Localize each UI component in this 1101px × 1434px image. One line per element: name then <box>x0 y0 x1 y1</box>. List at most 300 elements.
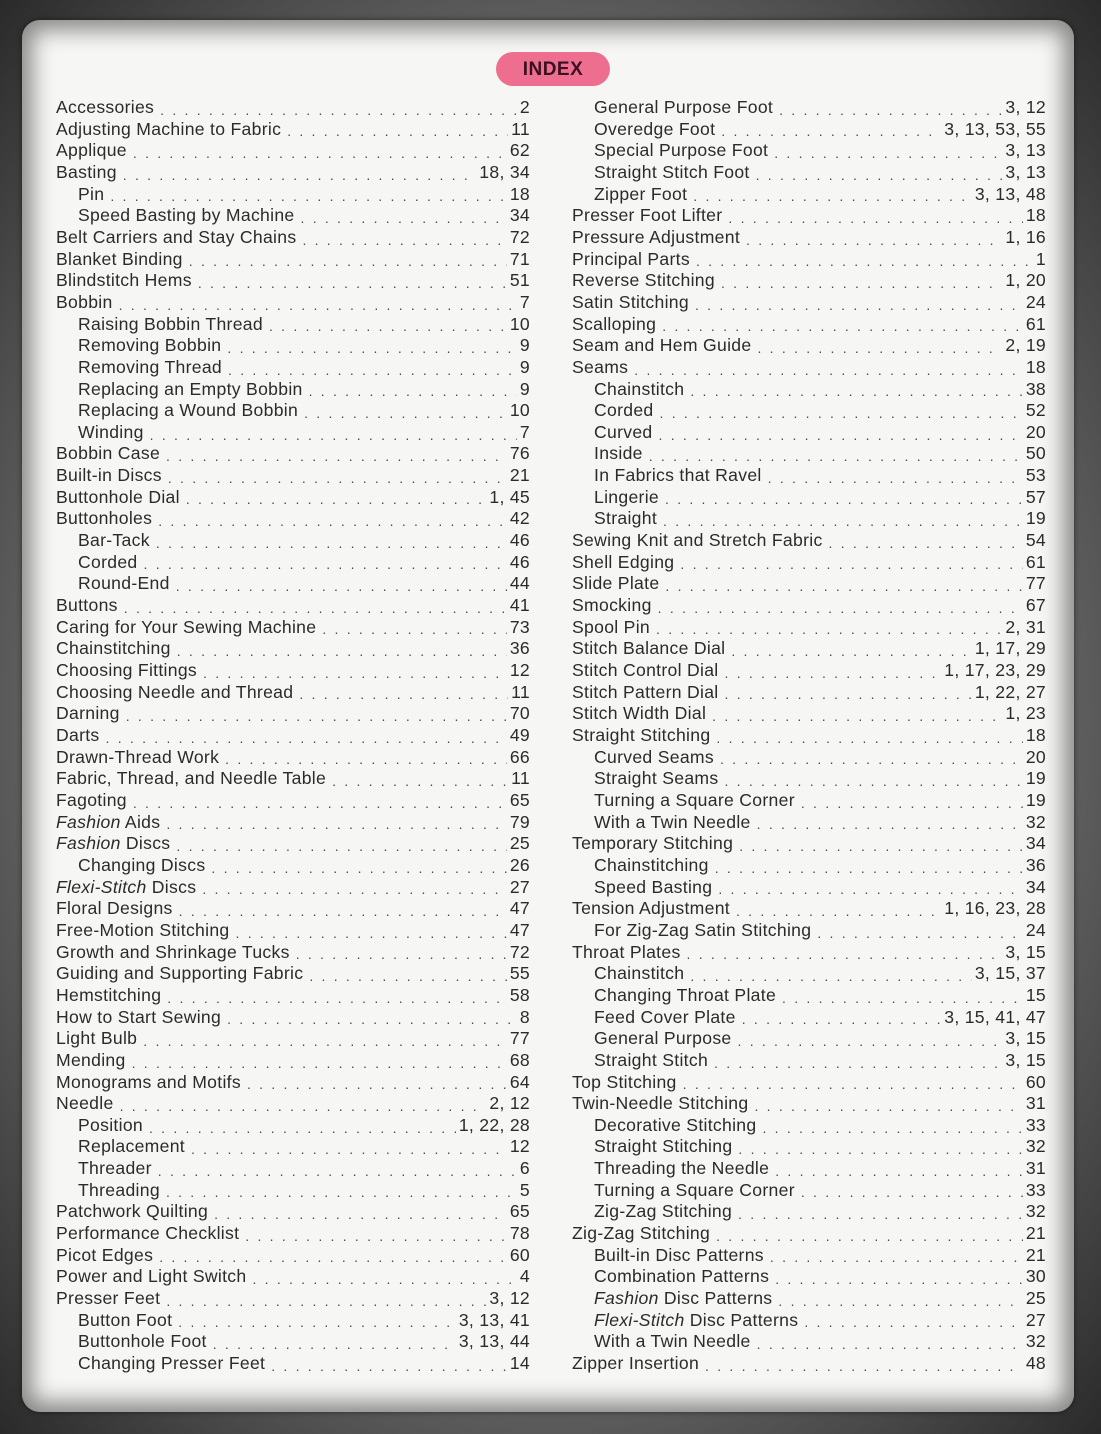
dot-leader <box>715 860 1023 877</box>
entry-term: Satin Stitching <box>572 291 689 312</box>
entry-pages: 78 <box>509 1223 530 1244</box>
index-subentry <box>56 552 530 574</box>
index-entry <box>56 898 530 920</box>
entry-term: Chainstitch <box>594 963 685 984</box>
entry-term: Built-in Discs <box>56 465 162 486</box>
entry-pages: 36 <box>509 638 530 659</box>
entry-pages: 32 <box>1025 1201 1046 1222</box>
index-entry <box>56 465 530 487</box>
index-entry <box>56 638 530 660</box>
entry-term: Straight Stitch Foot <box>594 161 750 182</box>
entry-term: Corded <box>78 551 138 572</box>
entry-pages: 34 <box>1025 833 1046 854</box>
entry-term: Raising Bobbin Thread <box>78 313 263 334</box>
entry-term-rest: Discs <box>146 876 197 897</box>
entry-pages: 42 <box>509 508 530 529</box>
entry-term-italic: Fashion <box>594 1288 659 1309</box>
dot-leader <box>662 318 1023 335</box>
dot-leader <box>156 535 507 552</box>
entry-term: Monograms and Motifs <box>56 1071 241 1092</box>
dot-leader <box>804 1314 1023 1331</box>
entry-pages: 10 <box>509 313 530 334</box>
entry-term-rest: Discs <box>120 833 171 854</box>
index-subentry <box>572 1201 1046 1223</box>
dot-leader <box>202 881 507 898</box>
entry-pages: 19 <box>1025 508 1046 529</box>
dot-leader <box>721 275 1002 292</box>
entry-pages: 60 <box>509 1244 530 1265</box>
dot-leader <box>166 1293 486 1310</box>
entry-term: Top Stitching <box>572 1071 677 1092</box>
entry-pages: 32 <box>1025 1331 1046 1352</box>
index-entry <box>572 1223 1046 1245</box>
entry-pages: 12 <box>509 1136 530 1157</box>
index-entry <box>572 314 1046 336</box>
index-entry <box>56 725 530 747</box>
dot-leader <box>132 1055 507 1072</box>
dot-leader <box>178 1314 456 1331</box>
dot-leader <box>225 751 507 768</box>
entry-term: Patchwork Quilting <box>56 1201 209 1222</box>
entry-pages: 12 <box>509 660 530 681</box>
entry-pages: 15 <box>1025 984 1046 1005</box>
index-entry <box>572 725 1046 747</box>
dot-leader <box>801 1184 1023 1201</box>
entry-term: Stitch Balance Dial <box>572 638 726 659</box>
dot-leader <box>817 925 1022 942</box>
entry-pages: 62 <box>509 140 530 161</box>
index-subentry <box>572 508 1046 530</box>
entry-term-rest: Disc Patterns <box>684 1309 799 1330</box>
entry-term: Special Purpose Foot <box>594 140 769 161</box>
dot-leader <box>126 708 507 725</box>
entry-term: Zig-Zag Stitching <box>572 1223 711 1244</box>
entry-term: Changing Presser Feet <box>78 1353 266 1374</box>
entry-term: With a Twin Needle <box>594 1331 751 1352</box>
index-subentry <box>572 877 1046 899</box>
entry-pages: 57 <box>1025 486 1046 507</box>
entry-pages: 3, 13 <box>1005 161 1046 182</box>
index-subentry <box>572 1266 1046 1288</box>
index-subentry <box>572 790 1046 812</box>
dot-leader <box>738 1141 1022 1158</box>
dot-leader <box>775 1163 1023 1180</box>
entry-term: Seams <box>572 356 629 377</box>
index-subentry <box>572 379 1046 401</box>
entry-term: Applique <box>56 140 127 161</box>
entry-pages: 47 <box>509 898 530 919</box>
index-entry <box>56 119 530 141</box>
entry-pages: 55 <box>509 963 530 984</box>
dot-leader <box>198 275 507 292</box>
dot-leader <box>754 1098 1022 1115</box>
dot-leader <box>150 427 517 444</box>
dot-leader <box>159 1249 507 1266</box>
entry-term: Principal Parts <box>572 248 690 269</box>
dot-leader <box>757 816 1023 833</box>
entry-term: Curved <box>594 421 653 442</box>
index-entry <box>572 1072 1046 1094</box>
index-entry <box>572 292 1046 314</box>
index-entry <box>572 617 1046 639</box>
entry-pages: 3, 13, 48 <box>974 183 1046 204</box>
dot-leader <box>696 253 1033 270</box>
index-subentry <box>572 1028 1046 1050</box>
dot-leader <box>168 470 507 487</box>
entry-term: Needle <box>56 1093 114 1114</box>
dot-leader <box>302 232 506 249</box>
entry-pages: 66 <box>509 746 530 767</box>
entry-term: Bobbin <box>56 291 113 312</box>
index-entry <box>56 703 530 725</box>
index-subentry <box>56 530 530 552</box>
entry-pages: 61 <box>1025 551 1046 572</box>
entry-term: Buttonhole Dial <box>56 486 180 507</box>
entry-term: Drawn-Thread Work <box>56 746 220 767</box>
entry-pages: 7 <box>519 421 530 442</box>
index-entry <box>56 162 530 184</box>
index-entry <box>56 508 530 530</box>
entry-pages: 3, 13, 41 <box>458 1309 530 1330</box>
dot-leader <box>774 145 1002 162</box>
entry-term: Curved Seams <box>594 746 714 767</box>
index-entry <box>56 617 530 639</box>
entry-term: Combination Patterns <box>594 1266 770 1287</box>
entry-term: Replacing an Empty Bobbin <box>78 378 303 399</box>
index-subentry <box>56 1331 530 1353</box>
entry-term: Round-End <box>78 573 170 594</box>
entry-term: Chainstitching <box>594 854 709 875</box>
entry-pages: 11 <box>511 681 530 702</box>
entry-pages: 25 <box>1025 1288 1046 1309</box>
entry-pages: 33 <box>1025 1114 1046 1135</box>
dot-leader <box>728 210 1022 227</box>
entry-pages: 21 <box>1025 1223 1046 1244</box>
entry-pages: 5 <box>519 1179 530 1200</box>
index-subentry <box>56 1353 530 1375</box>
entry-pages: 2, 12 <box>489 1093 530 1114</box>
entry-term: Turning a Square Corner <box>594 1179 795 1200</box>
entry-pages: 72 <box>509 941 530 962</box>
entry-pages: 52 <box>1025 400 1046 421</box>
index-entry <box>572 357 1046 379</box>
entry-pages: 11 <box>511 768 530 789</box>
index-entry <box>572 942 1046 964</box>
index-subentry <box>572 747 1046 769</box>
dot-leader <box>166 448 507 465</box>
dot-leader <box>683 1076 1023 1093</box>
entry-pages: 20 <box>1025 421 1046 442</box>
index-entry <box>572 249 1046 271</box>
entry-pages: 49 <box>509 725 530 746</box>
index-entry <box>56 1201 530 1223</box>
entry-term: Straight Stitching <box>594 1136 733 1157</box>
index-entry <box>572 270 1046 292</box>
dot-leader <box>309 383 517 400</box>
entry-pages: 77 <box>1025 573 1046 594</box>
dot-leader <box>687 946 1003 963</box>
entry-term: Replacing a Wound Bobbin <box>78 400 299 421</box>
entry-pages: 38 <box>1025 378 1046 399</box>
index-entry <box>56 1050 530 1072</box>
entry-term: Changing Throat Plate <box>594 984 777 1005</box>
entry-pages: 65 <box>509 789 530 810</box>
entry-term <box>56 833 170 855</box>
entry-term: Straight <box>594 508 658 529</box>
entry-pages: 3, 13, 44 <box>458 1331 530 1352</box>
entry-term: Decorative Stitching <box>594 1114 757 1135</box>
index-entry <box>56 985 530 1007</box>
dot-leader <box>158 513 507 530</box>
entry-pages: 68 <box>509 1049 530 1070</box>
entry-term: Darning <box>56 703 120 724</box>
entry-term: Seam and Hem Guide <box>572 335 752 356</box>
entry-term: Basting <box>56 161 117 182</box>
index-entry <box>56 920 530 942</box>
entry-pages: 61 <box>1025 313 1046 334</box>
index-subentry <box>572 162 1046 184</box>
entry-term: Threading <box>78 1179 160 1200</box>
dot-leader <box>106 730 507 747</box>
entry-term: General Purpose Foot <box>594 96 774 117</box>
entry-pages: 72 <box>509 226 530 247</box>
entry-pages: 33 <box>1025 1179 1046 1200</box>
entry-pages: 31 <box>1025 1158 1046 1179</box>
index-subentry <box>572 97 1046 119</box>
entry-pages: 19 <box>1025 768 1046 789</box>
entry-pages: 53 <box>1025 465 1046 486</box>
index-subentry <box>572 444 1046 466</box>
entry-pages: 54 <box>1025 530 1046 551</box>
entry-pages: 79 <box>509 811 530 832</box>
entry-pages: 2, 31 <box>1005 616 1046 637</box>
index-subentry <box>56 1115 530 1137</box>
index-subentry <box>572 985 1046 1007</box>
entry-term: Replacement <box>78 1136 185 1157</box>
entry-pages: 48 <box>1025 1353 1046 1374</box>
entry-term: Fabric, Thread, and Needle Table <box>56 768 327 789</box>
dot-leader <box>227 340 517 357</box>
entry-term: Built-in Disc Patterns <box>594 1244 764 1265</box>
index-subentry <box>572 422 1046 444</box>
entry-pages: 20 <box>1025 746 1046 767</box>
dot-leader <box>119 297 517 314</box>
index-entry <box>56 833 530 855</box>
index-subentry <box>56 357 530 379</box>
index-entry <box>572 1353 1046 1375</box>
index-entry <box>572 573 1046 595</box>
dot-leader <box>690 968 971 985</box>
index-subentry <box>572 119 1046 141</box>
entry-pages: 21 <box>509 465 530 486</box>
index-subentry <box>572 812 1046 834</box>
entry-term-italic: Fashion <box>56 833 121 854</box>
entry-term: Performance Checklist <box>56 1223 240 1244</box>
entry-term: Zig-Zag Stitching <box>594 1201 733 1222</box>
dot-leader <box>742 1011 942 1028</box>
index-subentry <box>56 205 530 227</box>
dot-leader <box>782 990 1023 1007</box>
index-entry <box>572 530 1046 552</box>
entry-term <box>56 877 196 899</box>
index-entry <box>56 812 530 834</box>
entry-term: Shell Edging <box>572 551 675 572</box>
dot-leader <box>665 578 1022 595</box>
entry-pages: 1 <box>1035 248 1046 269</box>
dot-leader <box>110 188 506 205</box>
dot-leader <box>309 968 506 985</box>
entry-pages: 9 <box>519 356 530 377</box>
entry-pages: 34 <box>1025 876 1046 897</box>
entry-pages: 58 <box>509 984 530 1005</box>
dot-leader <box>158 1163 517 1180</box>
entry-term: Position <box>78 1114 143 1135</box>
entry-term: Changing Discs <box>78 854 206 875</box>
entry-pages: 18 <box>1025 725 1046 746</box>
entry-pages: 3, 13 <box>1005 140 1046 161</box>
dot-leader <box>227 1011 517 1028</box>
entry-term: Slide Plate <box>572 573 660 594</box>
index-entry <box>56 270 530 292</box>
index-subentry <box>572 184 1046 206</box>
index-subentry <box>572 1137 1046 1159</box>
entry-pages: 34 <box>509 205 530 226</box>
entry-pages: 25 <box>509 833 530 854</box>
entry-pages: 67 <box>1025 595 1046 616</box>
entry-pages: 73 <box>509 616 530 637</box>
entry-pages: 60 <box>1025 1071 1046 1092</box>
entry-term: Stitch Control Dial <box>572 660 719 681</box>
dot-leader <box>724 773 1022 790</box>
entry-pages: 1, 22, 28 <box>458 1114 530 1135</box>
dot-leader <box>176 838 506 855</box>
dot-leader <box>228 362 517 379</box>
index-entry <box>572 638 1046 660</box>
entry-term: Overedge Foot <box>594 118 716 139</box>
entry-pages: 1, 22, 27 <box>974 681 1046 702</box>
dot-leader <box>716 1228 1023 1245</box>
entry-pages: 8 <box>519 1006 530 1027</box>
dot-leader <box>177 643 507 660</box>
index-subentry <box>572 1310 1046 1332</box>
entry-term: With a Twin Needle <box>594 811 751 832</box>
dot-leader <box>269 318 507 335</box>
entry-term: Presser Foot Lifter <box>572 205 723 226</box>
index-subentry <box>572 400 1046 422</box>
dot-leader <box>695 297 1023 314</box>
index-entry <box>572 227 1046 249</box>
entry-pages: 21 <box>1025 1244 1046 1265</box>
dot-leader <box>124 600 507 617</box>
entry-term: Light Bulb <box>56 1028 138 1049</box>
entry-pages: 3, 15 <box>1005 941 1046 962</box>
entry-term: Straight Seams <box>594 768 719 789</box>
entry-term: Scalloping <box>572 313 657 334</box>
entry-term: Inside <box>594 443 643 464</box>
dot-leader <box>133 145 507 162</box>
index-entry <box>572 898 1046 920</box>
index-entry <box>572 1093 1046 1115</box>
dot-leader <box>166 1184 517 1201</box>
dot-leader <box>120 1098 487 1115</box>
entry-term: Removing Bobbin <box>78 335 222 356</box>
dot-leader <box>634 362 1023 379</box>
entry-pages: 46 <box>509 530 530 551</box>
entry-term: Chainstitching <box>56 638 171 659</box>
dot-leader <box>213 1336 456 1353</box>
index-subentry <box>56 1137 530 1159</box>
entry-pages: 1, 23 <box>1005 703 1046 724</box>
dot-leader <box>296 946 507 963</box>
index-entry <box>56 1072 530 1094</box>
entry-term: Caring for Your Sewing Machine <box>56 616 317 637</box>
entry-pages: 18 <box>509 183 530 204</box>
entry-term: Adjusting Machine to Fabric <box>56 118 282 139</box>
dot-leader <box>716 730 1022 747</box>
index-entry <box>56 140 530 162</box>
index-subentry <box>572 855 1046 877</box>
dot-leader <box>176 578 507 595</box>
entry-pages: 77 <box>509 1028 530 1049</box>
entry-term: In Fabrics that Ravel <box>594 465 762 486</box>
entry-term: Button Foot <box>78 1309 173 1330</box>
index-column-right <box>572 97 1046 1375</box>
index-subentry <box>56 400 530 422</box>
entry-term: Tension Adjustment <box>572 898 730 919</box>
index-subentry <box>56 379 530 401</box>
entry-pages: 31 <box>1025 1093 1046 1114</box>
entry-term-rest: Disc Patterns <box>658 1288 773 1309</box>
entry-pages: 51 <box>509 270 530 291</box>
index-subentry <box>572 768 1046 790</box>
entry-pages: 18 <box>1025 356 1046 377</box>
dot-leader <box>203 665 507 682</box>
entry-pages: 47 <box>509 919 530 940</box>
dot-leader <box>304 405 507 422</box>
index-entry <box>56 1007 530 1029</box>
index-entry <box>56 682 530 704</box>
entry-pages: 3, 12 <box>1005 96 1046 117</box>
index-entry <box>572 595 1046 617</box>
index-subentry <box>56 422 530 444</box>
dot-leader <box>718 881 1022 898</box>
index-entry <box>56 1266 530 1288</box>
entry-pages: 65 <box>509 1201 530 1222</box>
index-subentry <box>572 1158 1046 1180</box>
dot-leader <box>658 600 1023 617</box>
index-subentry <box>572 963 1046 985</box>
entry-term: General Purpose <box>594 1028 732 1049</box>
entry-term: Picot Edges <box>56 1244 154 1265</box>
entry-term-rest: Aids <box>120 811 161 832</box>
index-subentry <box>572 1007 1046 1029</box>
dot-leader <box>757 1336 1023 1353</box>
index-subentry <box>56 573 530 595</box>
entry-pages: 3, 15 <box>1005 1049 1046 1070</box>
entry-pages: 2 <box>519 96 530 117</box>
entry-pages: 1, 17, 23, 29 <box>944 660 1046 681</box>
dot-leader <box>287 123 508 140</box>
dot-leader <box>736 903 941 920</box>
index-subentry <box>572 1288 1046 1310</box>
entry-term: Presser Feet <box>56 1288 161 1309</box>
entry-term: Lingerie <box>594 486 660 507</box>
dot-leader <box>332 773 508 790</box>
index-entry <box>572 682 1046 704</box>
dot-leader <box>271 1358 507 1375</box>
index-entry <box>56 877 530 899</box>
dot-leader <box>189 253 507 270</box>
